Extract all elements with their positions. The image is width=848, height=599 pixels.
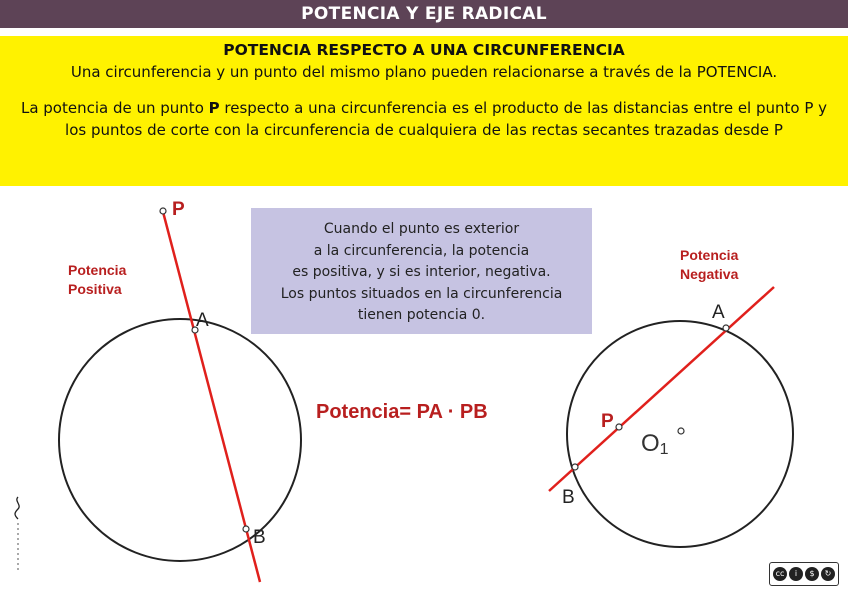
- definition-point: P: [208, 99, 220, 117]
- left-title-line1: Potencia: [68, 262, 127, 278]
- cc-icon: cc: [773, 567, 787, 581]
- right-point-p-marker: [616, 424, 622, 430]
- left-label-a: A: [196, 310, 209, 331]
- right-secant-line: [549, 287, 774, 491]
- left-circle: [59, 319, 301, 561]
- right-label-p: P: [601, 411, 614, 432]
- intro-line: Una circunferencia y un punto del mismo plano pueden relacionarse a través de la POTENCIA.: [70, 63, 778, 81]
- definition-prefix: La potencia de un punto: [20, 99, 209, 117]
- left-point-b-marker: [243, 526, 249, 532]
- formula-text: Potencia= PA · PB: [316, 401, 488, 423]
- page-title: POTENCIA Y EJE RADICAL: [0, 0, 848, 28]
- center-letter: O: [641, 430, 660, 457]
- center-subscript: 1: [659, 441, 669, 458]
- right-title-line2: Negativa: [680, 266, 739, 282]
- center-point-marker: [678, 428, 684, 434]
- note-line: Los puntos situados en la circunferencia: [280, 285, 563, 302]
- left-label-p: P: [172, 199, 185, 220]
- right-label-center: [641, 430, 669, 458]
- sa-icon: ↻: [821, 567, 835, 581]
- definition-rest: respecto a una circunferencia es el producto de las distancias entre el punto P y los puntos de corte con la circunferencia de cualquiera de las rectas secantes trazadas desde P: [65, 99, 828, 139]
- intro-heading: POTENCIA RESPECTO A UNA CIRCUNFERENCIA: [223, 41, 625, 59]
- by-icon: i: [789, 567, 803, 581]
- note-line: Cuando el punto es exterior: [323, 221, 520, 237]
- left-point-p-marker: [160, 208, 166, 214]
- license-badge: [769, 562, 839, 586]
- note-line: tienen potencia 0.: [357, 307, 486, 323]
- right-label-a: A: [712, 302, 725, 323]
- right-point-a-marker: [723, 325, 729, 331]
- right-label-b: B: [562, 487, 575, 508]
- nc-icon: $: [805, 567, 819, 581]
- note-line: a la circunferencia, la potencia: [313, 242, 530, 259]
- left-label-b: B: [253, 527, 266, 548]
- right-title-line1: Potencia: [680, 247, 739, 263]
- right-point-b-marker: [572, 464, 578, 470]
- note-line: es positiva, y si es interior, negativa.: [292, 264, 551, 280]
- author-signature-mark: [12, 495, 24, 575]
- left-title-line2: Positiva: [68, 281, 122, 297]
